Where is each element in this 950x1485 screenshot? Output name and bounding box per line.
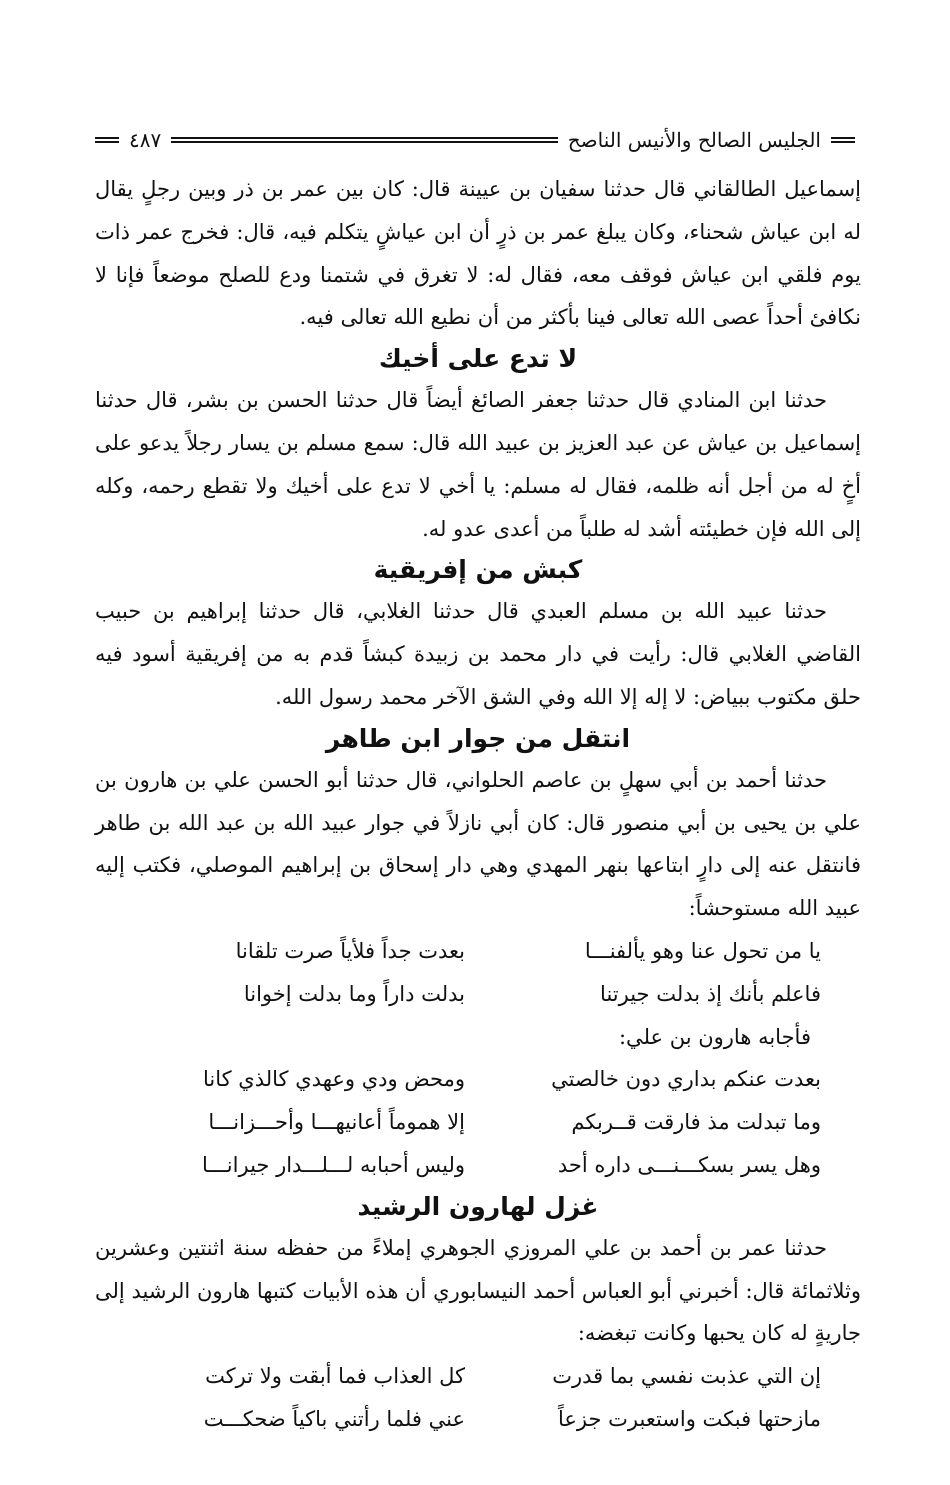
verse-line (95, 1101, 861, 1144)
verse-first-hemistich: مازحتها فبكت واستعبرت جزعاً (557, 1406, 821, 1431)
verse-first-hemistich: فاعلم بأنك إذ بدلت جيرتنا (600, 981, 821, 1006)
verse-line (95, 1398, 861, 1441)
section-heading: كبش من إفريقية (373, 555, 583, 585)
verse-second-hemistich: بعدت جداً فلأياً صرت تلقانا (235, 938, 465, 963)
verse-first-hemistich: وهل يسر بسكـــنـــى داره أحد (557, 1152, 821, 1177)
verse-first-hemistich: يا من تحول عنا وهو يألفنـــا (584, 938, 821, 963)
header-rule (831, 137, 855, 143)
section-paragraph: حدثنا ابن المنادي قال حدثنا جعفر الصائغ أيضاً قال حدثنا الحسن بن بشر، قال حدثنا إسماعيل بن عياش عن عبد العزيز بن عبيد الله قال: سمع مسلم بن يسار رجلاً يدعو على أخٍ له من أجل أنه ظلمه، فقال له مسلم: يا أخي لا تدع على أخيك ولا تقطع رحمه، وكله إلى الله فإن خطيئته أشد له طلباً من أعدى عدو له. (95, 388, 861, 541)
header-rule (171, 137, 557, 143)
section-paragraph: حدثنا عبيد الله بن مسلم العبدي قال حدثنا الغلابي، قال حدثنا إبراهيم بن حبيب القاضي الغلابي قال: رأيت في دار محمد بن زبيدة كبشاً قدم به من إفريقية أسود فيه حلق مكتوب ببياض: لا إله إلا الله وفي الشق الآخر محمد رسول الله. (95, 599, 862, 709)
page-body (95, 168, 861, 1441)
section-heading: انتقل من جوار ابن طاهر (325, 723, 631, 753)
verse-second-hemistich: بدلت داراً وما بدلت إخوانا (243, 981, 465, 1006)
verse-second-hemistich: كل العذاب فما أبقت ولا تركت (205, 1364, 465, 1389)
intro-paragraph: إسماعيل الطالقاني قال حدثنا سفيان بن عيينة قال: كان بين عمر بن ذر وبين رجلٍ يقال له ابن عياش شحناء، وكان يبلغ عمر بن ذرٍ أن ابن عياشٍ يتكلم فيه، قال: فخرج عمر ذات يوم فلقي ابن عياش فوقف معه، فقال له: لا تغرق في شتمنا ودع للصلح موضعاً فإنا لا نكافئ أحداً عصى الله تعالى فينا بأكثر من أن نطيع الله تعالى فيه. (95, 177, 861, 330)
section-paragraph: حدثنا أحمد بن أبي سهلٍ بن عاصم الحلواني، قال حدثنا أبو الحسن علي بن هارون بن علي بن يحيى بن أبي منصور قال: كان أبي نازلاً في جوار عبيد الله بن عبد الله بن طاهر فانتقل عنه إلى دارٍ ابتاعها بنهر المهدي وهي دار إسحاق بن إبراهيم الموصلي، فكتب إليه عبيد الله مستوحشاً: (95, 767, 861, 921)
verse-line (95, 1355, 861, 1398)
verse-second-hemistich: إلا هموماً أعانيهـــا وأحـــزانـــا (208, 1110, 465, 1135)
page-number: ٤٨٧ (129, 128, 162, 152)
section-heading: لا تدع على أخيك (378, 344, 578, 374)
verse-first-hemistich: إن التي عذبت نفسي بما قدرت (552, 1364, 821, 1389)
running-title: الجليس الصالح والأنيس الناصح (567, 128, 821, 152)
verse-line (95, 930, 861, 973)
section-heading: غزل لهارون الرشيد (357, 1191, 599, 1221)
verse-second-hemistich: عني فلما رأتني باكياً ضحكـــت (203, 1406, 465, 1431)
verse-second-hemistich: وليس أحبابه لـــلـــدار جيرانـــا (201, 1152, 465, 1177)
verse-line (95, 1144, 861, 1187)
header-rule (95, 137, 119, 143)
verse-second-hemistich: ومحض ودي وعهدي كالذي كانا (202, 1067, 465, 1092)
reply-intro: فأجابه هارون بن علي: (618, 1024, 811, 1049)
verse-first-hemistich: بعدت عنكم بداري دون خالصتي (551, 1067, 821, 1092)
running-header (95, 120, 855, 160)
verse-first-hemistich: وما تبدلت مذ فارقت قــربكم (571, 1110, 821, 1135)
section-paragraph: حدثنا عمر بن أحمد بن علي المروزي الجوهري إملاءً من حفظه سنة اثنتين وعشرين وثلاثمائة قال: أخبرني أبو العباس أحمد النيسابوري أن هذه الأبيات كتبها هارون الرشيد إلى جاريةٍ له كان يحبها وكانت تبغضه: (95, 1235, 861, 1346)
verse-line (95, 1058, 861, 1101)
verse-line (95, 973, 861, 1016)
